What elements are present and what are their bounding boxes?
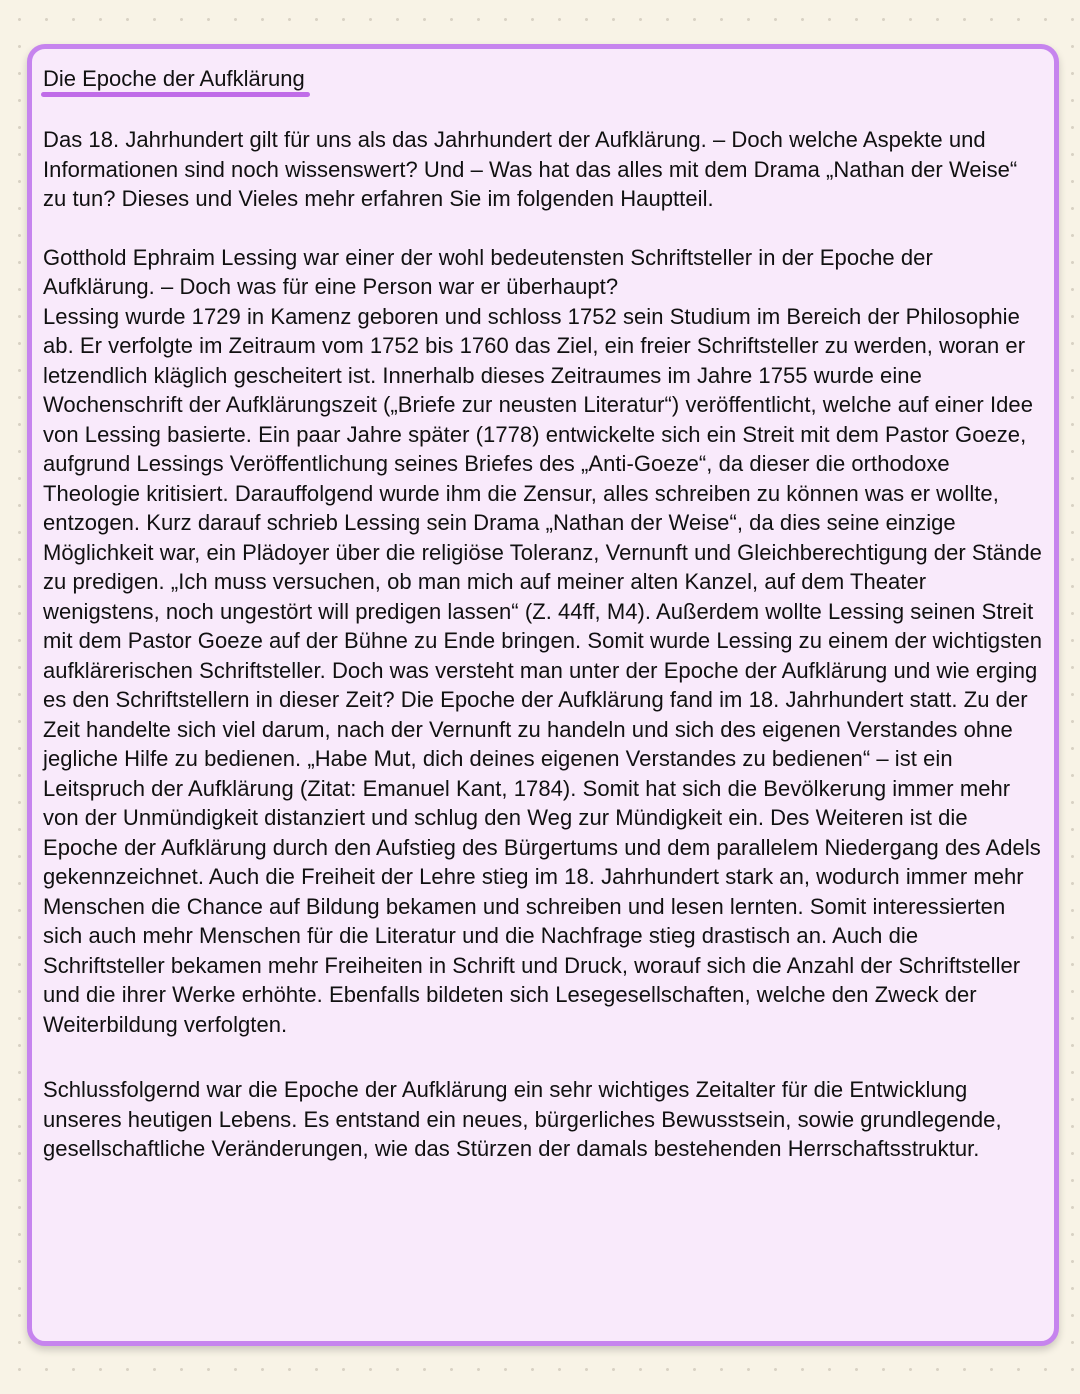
document-card xyxy=(27,44,1059,1346)
intro-paragraph: Das 18. Jahrhundert gilt für uns als das Jahrhundert der Aufklärung. – Doch welche Aspekte und Informationen sind noch wissenswert? Und – Was hat das alles mit dem Drama „Nathan der Weise“ zu tun? Dieses und Vieles mehr erfahren Sie im folgenden Hauptteil. xyxy=(43,127,1018,211)
document-title: Die Epoche der Aufklärung xyxy=(43,63,307,95)
lessing-question-paragraph: Gotthold Ephraim Lessing war einer der wohl bedeutensten Schriftsteller in der Epoche der Aufklärung. – Doch was für eine Person war er überhaupt? xyxy=(43,244,933,299)
main-body-paragraph: Lessing wurde 1729 in Kamenz geboren und schloss 1752 sein Studium im Bereich der Philosophie ab. Er verfolgte im Zeitraum vom 1752 bis 1760 das Ziel, ein freier Schriftsteller zu werden, woran er letzendlich kläglich gescheitert ist. Innerhalb dieses Zeitraumes im Jahre 1755 wurde eine Wochenschrift der Aufklärungszeit („Briefe zur neusten Literatur“) veröffentlicht, welche auf einer Idee von Lessing basierte. Ein paar Jahre später (1778) entwickelte sich ein Streit mit dem Pastor Goeze, aufgrund Lessings Veröffentlichung seines Briefes des „Anti-Goeze“, da dieser die orthodoxe Theologie kritisiert. Darauffolgend wurde ihm die Zensur, alles schreiben zu können was er wollte, entzogen. Kurz darauf schrieb Lessing sein Drama „Nathan der Weise“, da dies seine einzige Möglichkeit war, ein Plädoyer über die religiöse Toleranz, Vernunft und Gleichberechtigung der Stände zu predigen. „Ich muss versuchen, ob man mich auf meiner alten Kanzel, auf dem Theater wenigstens, noch ungestört will predigen lassen“ (Z. 44ff, M4). Außerdem wollte Lessing seinen Streit mit dem Pastor Goeze auf der Bühne zu Ende bringen. Somit wurde Lessing zu einem der wichtigsten aufklärerischen Schriftsteller. Doch was versteht man unter der Epoche der Aufklärung und wie erging es den Schriftstellern in dieser Zeit? Die Epoche der Aufklärung fand im 18. Jahrhundert statt. Zu der Zeit handelte sich viel darum, nach der Vernunft zu handeln und sich des eigenen Verstandes ohne jegliche Hilfe zu bedienen. „Habe Mut, dich deines eigenen Verstandes zu bedienen“ – ist ein Leitspruch der Aufklärung (Zitat: Emanuel Kant, 1784). Somit hat sich die Bevölkerung immer mehr von der Unmündigkeit distanziert und schlug den Weg zur Mündigkeit ein. Des Weiteren ist die Epoche der Aufklärung durch den Aufstieg des Bürgertums und dem parallelem Niedergang des Adels gekennzeichnet. Auch die Freiheit der Lehre stieg im 18. Jahrhundert stark an, wodurch immer mehr Menschen die Chance auf Bildung bekamen und schreiben und lesen lernten. Somit interessierten sich auch mehr Menschen für die Literatur und die Nachfrage stieg drastisch an. Auch die Schriftsteller bekamen mehr Freiheiten in Schrift und Druck, worauf sich die Anzahl der Schriftsteller und die ihrer Werke erhöhte. Ebenfalls bildeten sich Lesegesellschaften, welche den Zweck der Weiterbildung verfolgten. xyxy=(43,303,1042,1037)
conclusion-paragraph: Schlussfolgernd war die Epoche der Aufklärung ein sehr wichtiges Zeitalter für die Entwicklung unseres heutigen Lebens. Es entstand ein neues, bürgerliches Bewusstsein, sowie grundlegende, gesellschaftliche Veränderungen, wie das Stürzen der damals bestehenden Herrschaftsstruktur. xyxy=(43,1077,1002,1161)
